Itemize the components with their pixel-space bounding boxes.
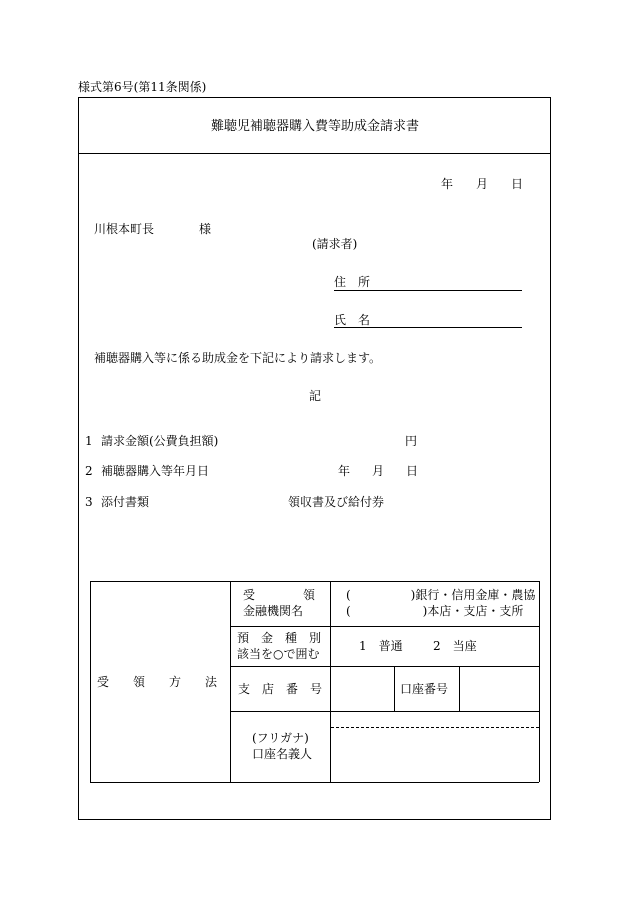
title-divider (78, 153, 551, 154)
deposit-label-2: 該当を○で囲む (237, 647, 320, 661)
address-label: 住 所 (334, 275, 371, 289)
bank-label-2: 金融機関名 (243, 604, 304, 618)
holder-label: 口座名義人 (252, 747, 313, 761)
form-title: 難聴児補聴器購入費等助成金請求書 (210, 119, 419, 134)
name-label: 氏 名 (334, 313, 371, 327)
account-no-label: 口座番号 (400, 682, 449, 696)
item-1-value: 円 (405, 434, 418, 448)
item-1-no: 1 (85, 434, 93, 448)
item-2-day: 日 (406, 464, 419, 478)
recipient-honorific: 様 (199, 222, 212, 236)
table-top-border (90, 581, 539, 582)
furigana-label: (フリガナ) (252, 731, 309, 745)
applicant-label: (請求者) (312, 237, 358, 251)
table-left-border (90, 581, 91, 782)
date-year: 年 (441, 177, 454, 191)
item-1-label: 請求金額(公費負担額) (101, 434, 219, 448)
deposit-label-1: 預 金 種 別 (237, 631, 322, 645)
furigana-dashed-line (331, 727, 539, 728)
table-row-line-1 (230, 626, 539, 627)
item-2-label: 補聴器購入等年月日 (101, 464, 210, 478)
date-day: 日 (511, 177, 524, 191)
table-right-border (539, 581, 540, 782)
table-branch-divider (394, 666, 395, 711)
bank-value-2[interactable]: ( )本店・支店・支所 (346, 604, 524, 618)
deposit-option-1[interactable]: 1 普通 (359, 639, 403, 653)
branch-label: 支 店 番 号 (238, 682, 323, 696)
date-month: 月 (476, 177, 489, 191)
table-row-line-3 (230, 711, 539, 712)
recipient-name: 川根本町長 (94, 222, 155, 236)
bank-label-1: 受 領 (243, 588, 316, 602)
form-id: 様式第6号(第11条関係) (78, 80, 207, 94)
table-col-divider (230, 581, 231, 782)
item-3-label: 添付書類 (101, 495, 150, 509)
table-row-line-2 (230, 666, 539, 667)
name-line[interactable] (334, 327, 522, 328)
ki-mark: 記 (309, 389, 322, 403)
table-label-divider (330, 581, 331, 782)
item-2-no: 2 (85, 464, 93, 478)
table-account-divider (459, 666, 460, 711)
item-2-month: 月 (372, 464, 385, 478)
method-label: 受 領 方 法 (97, 675, 218, 689)
deposit-option-2[interactable]: 2 当座 (433, 639, 477, 653)
bank-value-1[interactable]: ( )銀行・信用金庫・農協 (346, 588, 536, 602)
item-3-no: 3 (85, 495, 93, 509)
item-3-value: 領収書及び給付券 (288, 495, 385, 509)
table-bottom-border (90, 782, 539, 783)
item-2-year: 年 (338, 464, 351, 478)
request-text: 補聴器購入等に係る助成金を下記により請求します。 (94, 351, 382, 365)
address-line[interactable] (334, 290, 522, 291)
